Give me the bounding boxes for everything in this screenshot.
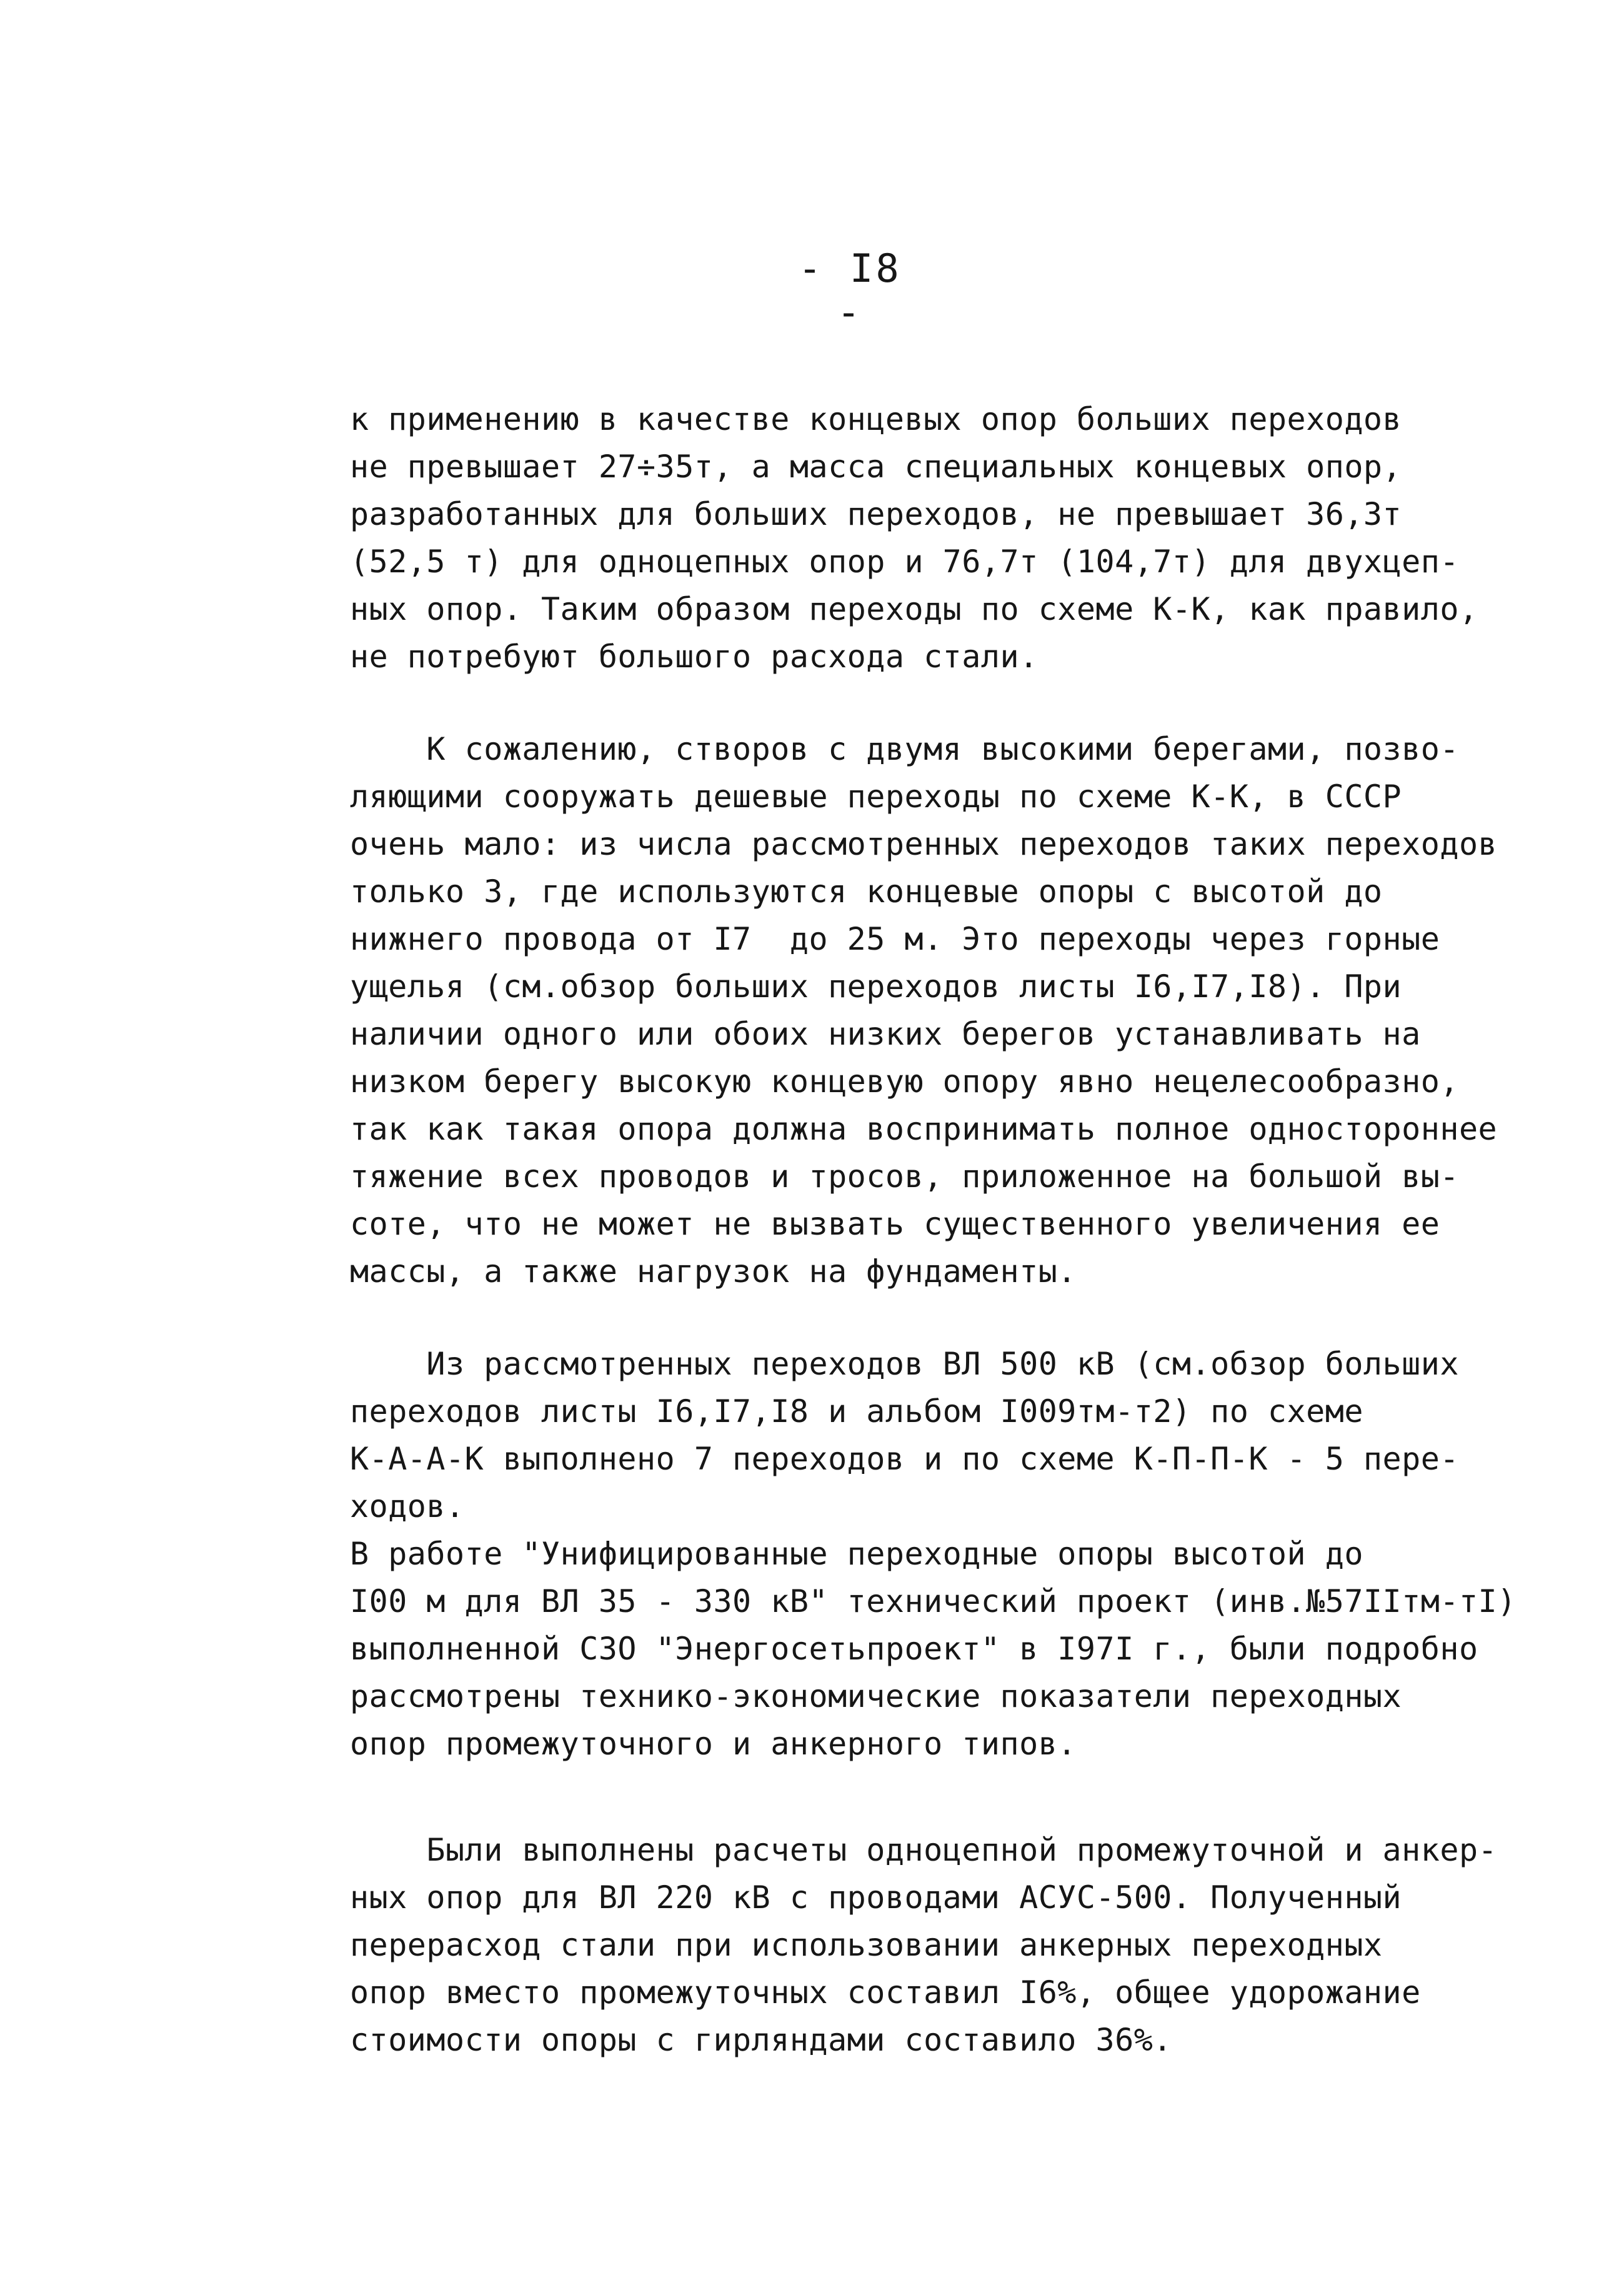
- paragraph-4-line-5: стоимости опоры с гирляндами составило 36%.: [350, 2022, 1172, 2058]
- paragraph-2-line-12: массы, а также нагрузок на фундаменты.: [350, 1253, 1077, 1290]
- paragraph-1-line-1: к применению в качестве концевых опор больших переходов: [350, 401, 1402, 437]
- page-number: - I8 -: [798, 246, 902, 335]
- paragraph-2-line-11: соте, что не может не вызвать существенного увеличения ее: [350, 1206, 1440, 1242]
- paragraph-2-line-9: так как такая опора должна воспринимать полное одностороннее: [350, 1111, 1498, 1147]
- paragraph-2-line-7: наличии одного или обоих низких берегов устанавливать на: [350, 1016, 1421, 1052]
- paragraph-1-line-6: не потребуют большого расхода стали.: [350, 639, 1039, 675]
- paragraph-4-line-3: перерасход стали при использовании анкерных переходных: [350, 1927, 1383, 1963]
- paragraph-3-line-4: ходов.: [350, 1488, 465, 1525]
- paragraph-4-line-4: опор вместо промежуточных составил I6%, общее удорожание: [350, 1974, 1421, 2011]
- paragraph-3-line-1: Из рассмотренных переходов ВЛ 500 кВ (см.обзор больших: [350, 1346, 1459, 1382]
- paragraph-3-line-5: В работе "Унифицированные переходные опоры высотой до: [350, 1536, 1363, 1572]
- paragraph-2-line-5: нижнего провода от I7 до 25 м. Это переходы через горные: [350, 921, 1440, 957]
- paragraph-3-line-3: К-А-А-К выполнено 7 переходов и по схеме К-П-П-К - 5 пере-: [350, 1441, 1459, 1477]
- paragraph-4-line-1: Были выполнены расчеты одноцепной промежуточной и анкер-: [350, 1832, 1498, 1868]
- paragraph-2-line-6: ущелья (см.обзор больших переходов листы I6,I7,I8). При: [350, 968, 1402, 1005]
- paragraph-2-line-10: тяжение всех проводов и тросов, приложенное на большой вы-: [350, 1158, 1459, 1195]
- paragraph-1-line-4: (52,5 т) для одноцепных опор и 76,7т (104,7т) для двухцеп-: [350, 544, 1459, 580]
- paragraph-3-line-7: выполненной СЗО "Энергосетьпроект" в I97I г., были подробно: [350, 1631, 1478, 1667]
- paragraph-4-line-2: ных опор для ВЛ 220 кВ с проводами АСУС-500. Полученный: [350, 1879, 1402, 1916]
- paragraph-2-line-8: низком берегу высокую концевую опору явно нецелесообразно,: [350, 1063, 1459, 1100]
- paragraph-2-line-2: ляющими сооружать дешевые переходы по схеме К-К, в СССР: [350, 778, 1402, 815]
- paragraph-1-line-2: не превышает 27÷35т, а масса специальных концевых опор,: [350, 449, 1402, 485]
- paragraph-3-line-8: рассмотрены технико-экономические показатели переходных: [350, 1678, 1402, 1714]
- paragraph-3-line-2: переходов листы I6,I7,I8 и альбом I009тм-т2) по схеме: [350, 1393, 1363, 1430]
- paragraph-3-line-6: I00 м для ВЛ 35 - 330 кВ" технический проект (инв.№57IIтм-тI): [350, 1583, 1517, 1619]
- paragraph-1-line-5: ных опор. Таким образом переходы по схеме К-К, как правило,: [350, 591, 1478, 627]
- paragraph-3-line-9: опор промежуточного и анкерного типов.: [350, 1726, 1077, 1762]
- paragraph-2-line-3: очень мало: из числа рассмотренных переходов таких переходов: [350, 826, 1498, 862]
- paragraph-2-line-1: К сожалению, створов с двумя высокими берегами, позво-: [350, 731, 1459, 767]
- paragraph-2-line-4: только 3, где используются концевые опоры с высотой до: [350, 873, 1383, 910]
- paragraph-1-line-3: разработанных для больших переходов, не превышает 36,3т: [350, 496, 1402, 532]
